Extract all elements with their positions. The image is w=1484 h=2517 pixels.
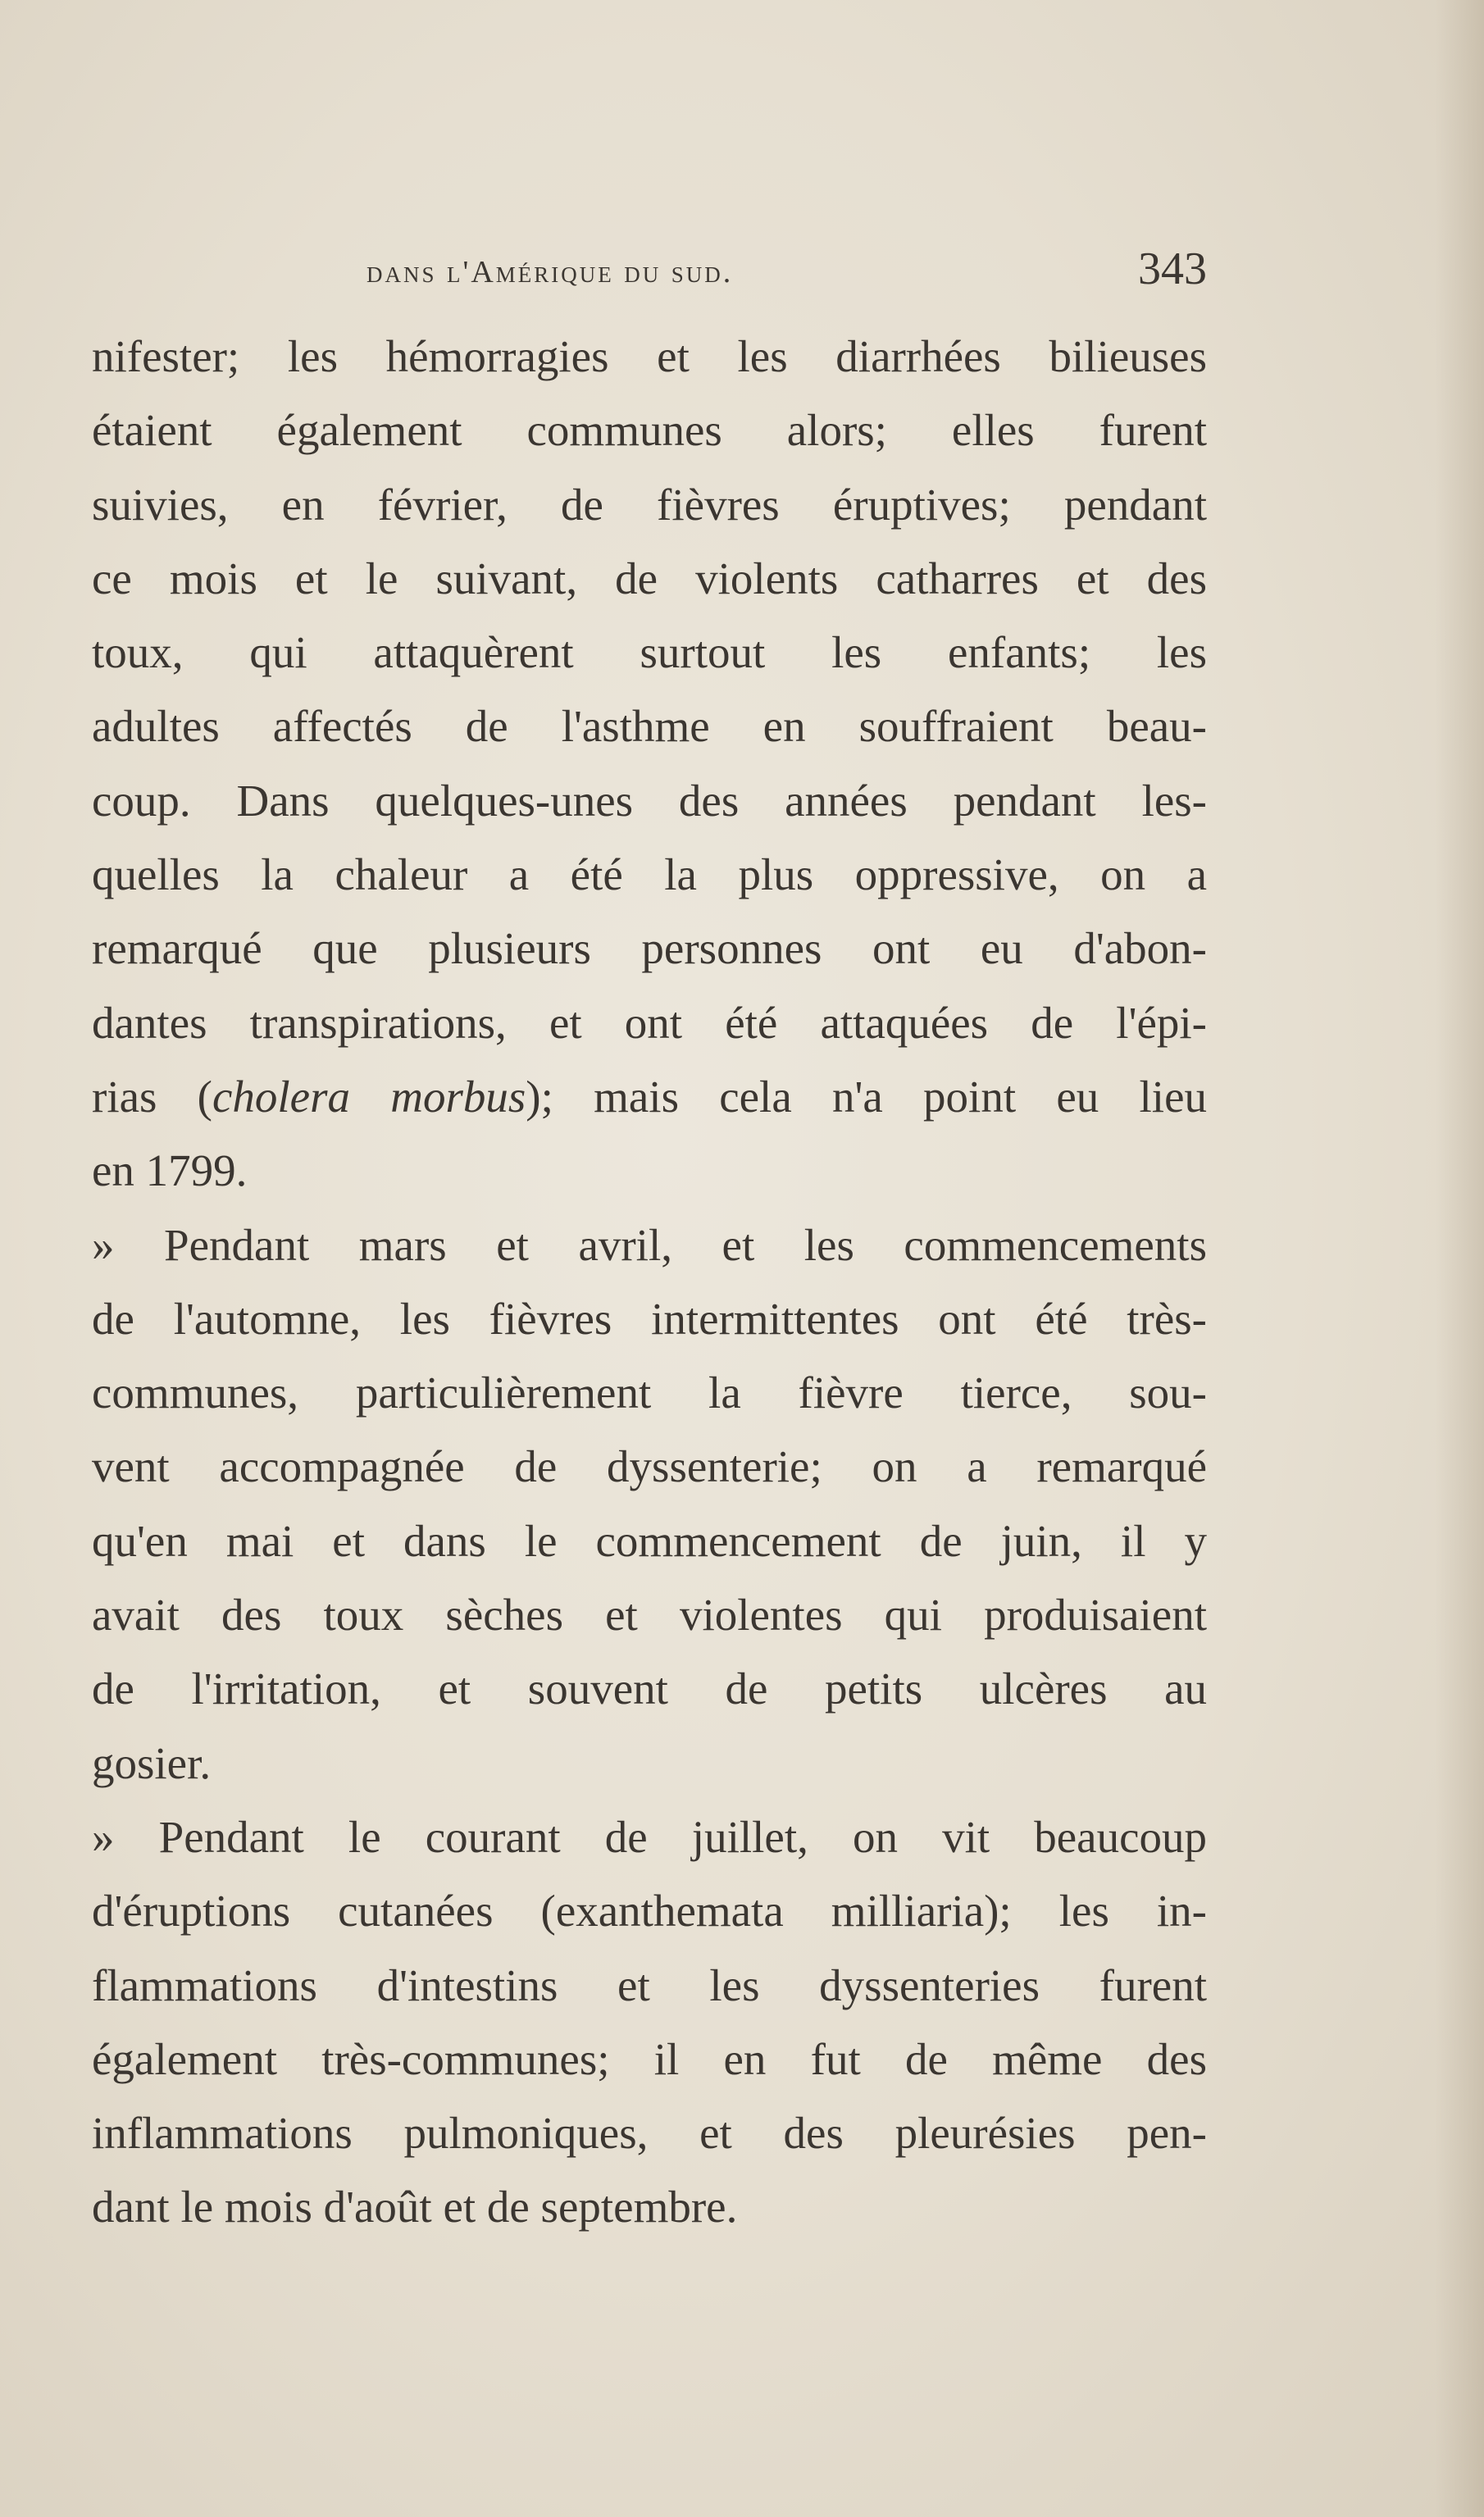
text-segment: dant le mois d'août et de septembre.	[92, 2182, 738, 2233]
text-line	[92, 394, 1207, 467]
text-line	[92, 1356, 1207, 1430]
text-line	[92, 690, 1207, 763]
text-segment: flammations d'intestins et les dyssenteries furent	[92, 1959, 1207, 2010]
text-line	[92, 764, 1207, 838]
text-line	[92, 616, 1207, 690]
text-line	[92, 1430, 1207, 1504]
text-segment: rias (	[92, 1071, 212, 1122]
text-segment: ); mais cela n'a point eu lieu	[526, 1071, 1207, 1122]
text-segment: d'éruptions cutanées (exanthemata milliaria); les in-	[92, 1886, 1207, 1937]
text-line	[92, 1134, 1207, 1208]
text-line	[92, 320, 1207, 394]
text-line	[92, 542, 1207, 616]
text-line	[92, 986, 1207, 1060]
text-segment: communes, particulièrement la fièvre tierce, sou-	[92, 1368, 1207, 1418]
text-line	[92, 1800, 1207, 1874]
text-segment: quelles la chaleur a été la plus oppressive, on a	[92, 849, 1207, 900]
text-segment: » Pendant le courant de juillet, on vit beaucoup	[92, 1811, 1207, 1862]
text-line	[92, 1652, 1207, 1726]
running-head	[92, 243, 1207, 300]
text-segment: également très-communes; il en fut de même des	[92, 2033, 1207, 2084]
body-text	[92, 320, 1207, 2245]
text-line	[92, 1727, 1207, 1800]
text-segment: en 1799.	[92, 1145, 248, 1196]
text-line	[92, 2170, 1207, 2244]
text-line	[92, 1949, 1207, 2023]
text-line	[92, 838, 1207, 912]
text-segment: nifester; les hémorragies et les diarrhées bilieuses	[92, 331, 1207, 381]
text-segment: toux, qui attaquèrent surtout les enfants; les	[92, 627, 1207, 678]
text-line	[92, 1874, 1207, 1948]
text-line	[92, 1060, 1207, 1134]
text-segment: » Pendant mars et avril, et les commencements	[92, 1219, 1207, 1270]
text-segment: de l'irritation, et souvent de petits ulcères au	[92, 1664, 1207, 1714]
text-segment: avait des toux sèches et violentes qui produisaient	[92, 1590, 1207, 1641]
running-title: dans l'Amérique du sud.	[366, 255, 734, 289]
text-line	[92, 912, 1207, 985]
text-line	[92, 1282, 1207, 1356]
text-segment: vent accompagnée de dyssenterie; on a remarqué	[92, 1441, 1207, 1492]
text-segment: suivies, en février, de fièvres éruptives; pendant	[92, 479, 1207, 530]
text-segment: de l'automne, les fièvres intermittentes ont été très-	[92, 1293, 1207, 1344]
text-line	[92, 1208, 1207, 1282]
text-segment: gosier.	[92, 1737, 212, 1788]
text-segment: qu'en mai et dans le commencement de juin, il y	[92, 1515, 1207, 1566]
text-line	[92, 1504, 1207, 1578]
text-line	[92, 2096, 1207, 2170]
text-segment: ce mois et le suivant, de violents catharres et des	[92, 553, 1207, 603]
text-line	[92, 1578, 1207, 1652]
text-segment: étaient également communes alors; elles furent	[92, 405, 1207, 456]
italic-text: cholera morbus	[212, 1071, 526, 1122]
text-line	[92, 2023, 1207, 2096]
text-segment: coup. Dans quelques-unes des années pendant les-	[92, 775, 1207, 826]
text-segment: inflammations pulmoniques, et des pleurésies pen-	[92, 2108, 1207, 2159]
text-segment: dantes transpirations, et ont été attaquées de l'épi-	[92, 997, 1207, 1048]
page-number: 343	[1138, 244, 1207, 294]
text-segment: adultes affectés de l'asthme en souffraient beau-	[92, 701, 1207, 752]
text-segment: remarqué que plusieurs personnes ont eu d'abon-	[92, 923, 1207, 974]
text-line	[92, 468, 1207, 542]
